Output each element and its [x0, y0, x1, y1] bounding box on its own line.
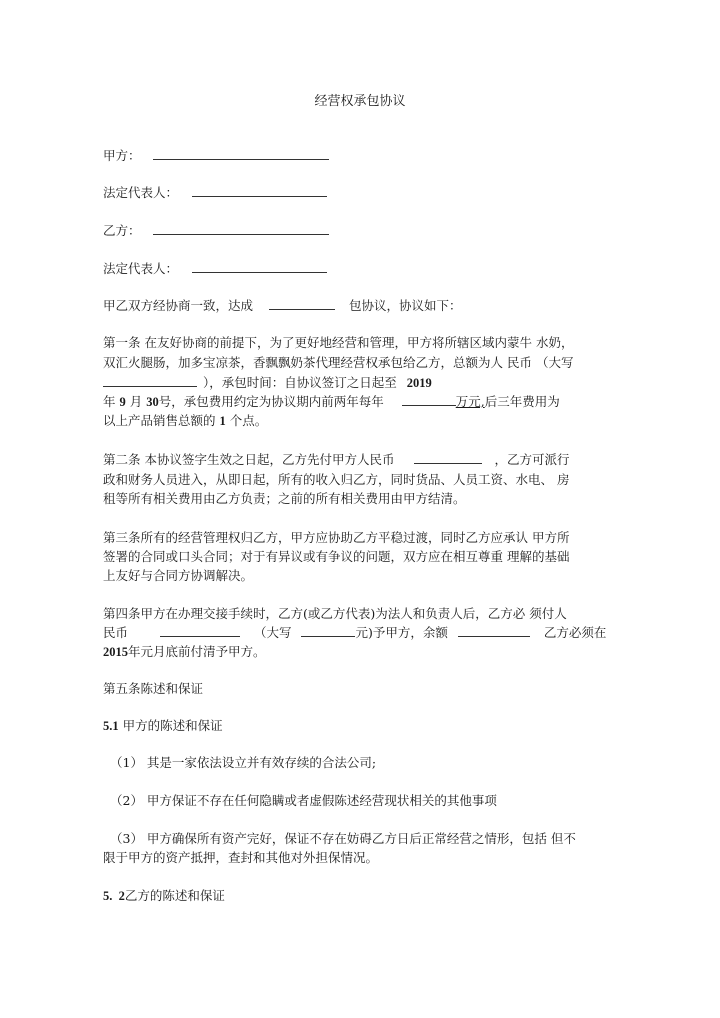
article-2-line-3: 租等所有相关费用由乙方负责；之前的所有相关费用由甲方结清。	[103, 491, 466, 506]
party-b-blank	[153, 222, 329, 235]
section-5-1-title: 甲方的陈述和保证	[122, 718, 223, 733]
article-4-line-1: 第四条甲方在办理交接手续时，乙方(或乙方代表)为法人和负责人后，乙方必 须付人	[103, 606, 567, 621]
article-3-line-2: 签署的合同或口头合同；对于有异议或有争议的问题，双方应在相互尊重 理解的基础	[103, 549, 570, 564]
article-2-line-2: 政和财务人员进入，从即日起，所有的收入归乙方，同时货品、人员工资、水电、 房	[103, 472, 570, 487]
payment-uppercase-blank	[301, 624, 355, 637]
article-4-line-2	[103, 623, 606, 641]
section-5-2-title: 乙方的陈述和保证	[124, 888, 225, 903]
balance-blank	[458, 624, 530, 637]
article-2-line-1	[103, 450, 569, 468]
article-1-line-5	[103, 411, 267, 429]
section-5-2-number: 5. 2	[103, 889, 125, 903]
article-3-line-3: 上友好与合同方协调解决。	[103, 568, 254, 583]
legal-rep-a-blank	[192, 184, 327, 197]
article-2-text-a: 第二条 本协议签字生效之日起，乙方先付甲方人民币	[103, 452, 395, 467]
text-month: 月	[129, 394, 143, 409]
intro-text-post: 包协议，协议如下：	[348, 298, 462, 313]
annual-fee-blank	[402, 393, 456, 406]
prepayment-blank	[414, 451, 482, 464]
payment-amount-blank	[160, 624, 240, 637]
article-1-line-1: 第一条 在友好协商的前提下，为了更好地经营和管理，甲方将所辖区域内蒙牛 水奶，	[103, 335, 574, 350]
article-2-text-b: ，乙方可派行	[494, 452, 570, 467]
article-1-fee-text: 号，承包费用约定为协议期内前两年每年	[158, 394, 384, 409]
percentage-points: 1	[219, 414, 226, 428]
article-1-line-4	[103, 392, 560, 410]
party-a-label: 甲方：	[103, 148, 141, 163]
payment-year: 2015	[103, 645, 128, 659]
party-a-line	[103, 146, 329, 164]
party-b-line	[103, 221, 329, 239]
section-5-1-item-3-line-1: （3） 甲方确保所有资产完好，保证不存在妨碍乙方日后正常经营之情形，包括 但不	[110, 831, 576, 846]
end-day: 30	[146, 395, 159, 409]
article-1-term-text: ），承包时间：自协议签订之日起至	[203, 375, 397, 390]
section-5-1-item-1: （1） 其是一家依法设立并有效存续的合法公司;	[110, 755, 377, 770]
party-a-blank	[153, 147, 329, 160]
article-1-percent-text: 以上产品销售总额的	[103, 413, 216, 428]
article-3-line-1: 第三条所有的经营管理权归乙方，甲方应协助乙方平稳过渡，同时乙方应承认 甲方所	[103, 530, 570, 545]
end-year: 2019	[406, 376, 432, 390]
article-5-heading: 第五条陈述和保证	[103, 681, 204, 696]
article-1-percent-unit: 个点。	[229, 413, 268, 428]
article-4-text-e: 年元月底前付清予甲方。	[128, 644, 266, 659]
section-5-2-heading	[103, 886, 225, 904]
section-5-1-heading	[103, 716, 223, 734]
end-month: 9	[119, 395, 126, 409]
legal-rep-a-label: 法定代表人：	[103, 185, 179, 200]
section-5-1-item-2: （2） 甲方保证不存在任何隐瞒或者虚假陈述经营现状相关的其他事项	[110, 793, 497, 808]
article-1-later-fee-text: 后三年费用为	[484, 394, 560, 409]
text-year: 年	[103, 394, 116, 409]
legal-rep-a-line	[103, 183, 327, 201]
fee-unit: 万元,	[455, 394, 485, 409]
legal-rep-b-blank	[192, 260, 327, 273]
article-4-line-3	[103, 642, 266, 660]
intro-line	[103, 296, 462, 314]
legal-rep-b-line	[103, 259, 327, 277]
intro-blank	[269, 297, 335, 310]
section-5-1-number: 5.1	[103, 719, 119, 733]
party-b-label: 乙方：	[103, 223, 141, 238]
section-5-1-item-3-line-2: 限于甲方的资产抵押，查封和其他对外担保情况。	[103, 850, 379, 865]
amount-uppercase-blank	[103, 374, 197, 387]
intro-text-pre: 甲乙双方经协商一致，达成	[103, 298, 254, 313]
article-1-line-2: 双汇火腿肠，加多宝凉茶，香飘飘奶茶代理经营权承包给乙方，总额为人 民币 （大写	[103, 355, 574, 370]
article-4-text-d: 乙方必须在	[543, 625, 607, 640]
article-4-text-b: （大写	[253, 625, 292, 640]
legal-rep-b-label: 法定代表人：	[103, 261, 179, 276]
article-1-line-3	[103, 373, 432, 391]
document-title: 经营权承包协议	[314, 94, 406, 109]
article-4-text-a: 民币	[103, 625, 129, 640]
article-4-text-c: 元)予甲方，余额	[355, 625, 448, 640]
